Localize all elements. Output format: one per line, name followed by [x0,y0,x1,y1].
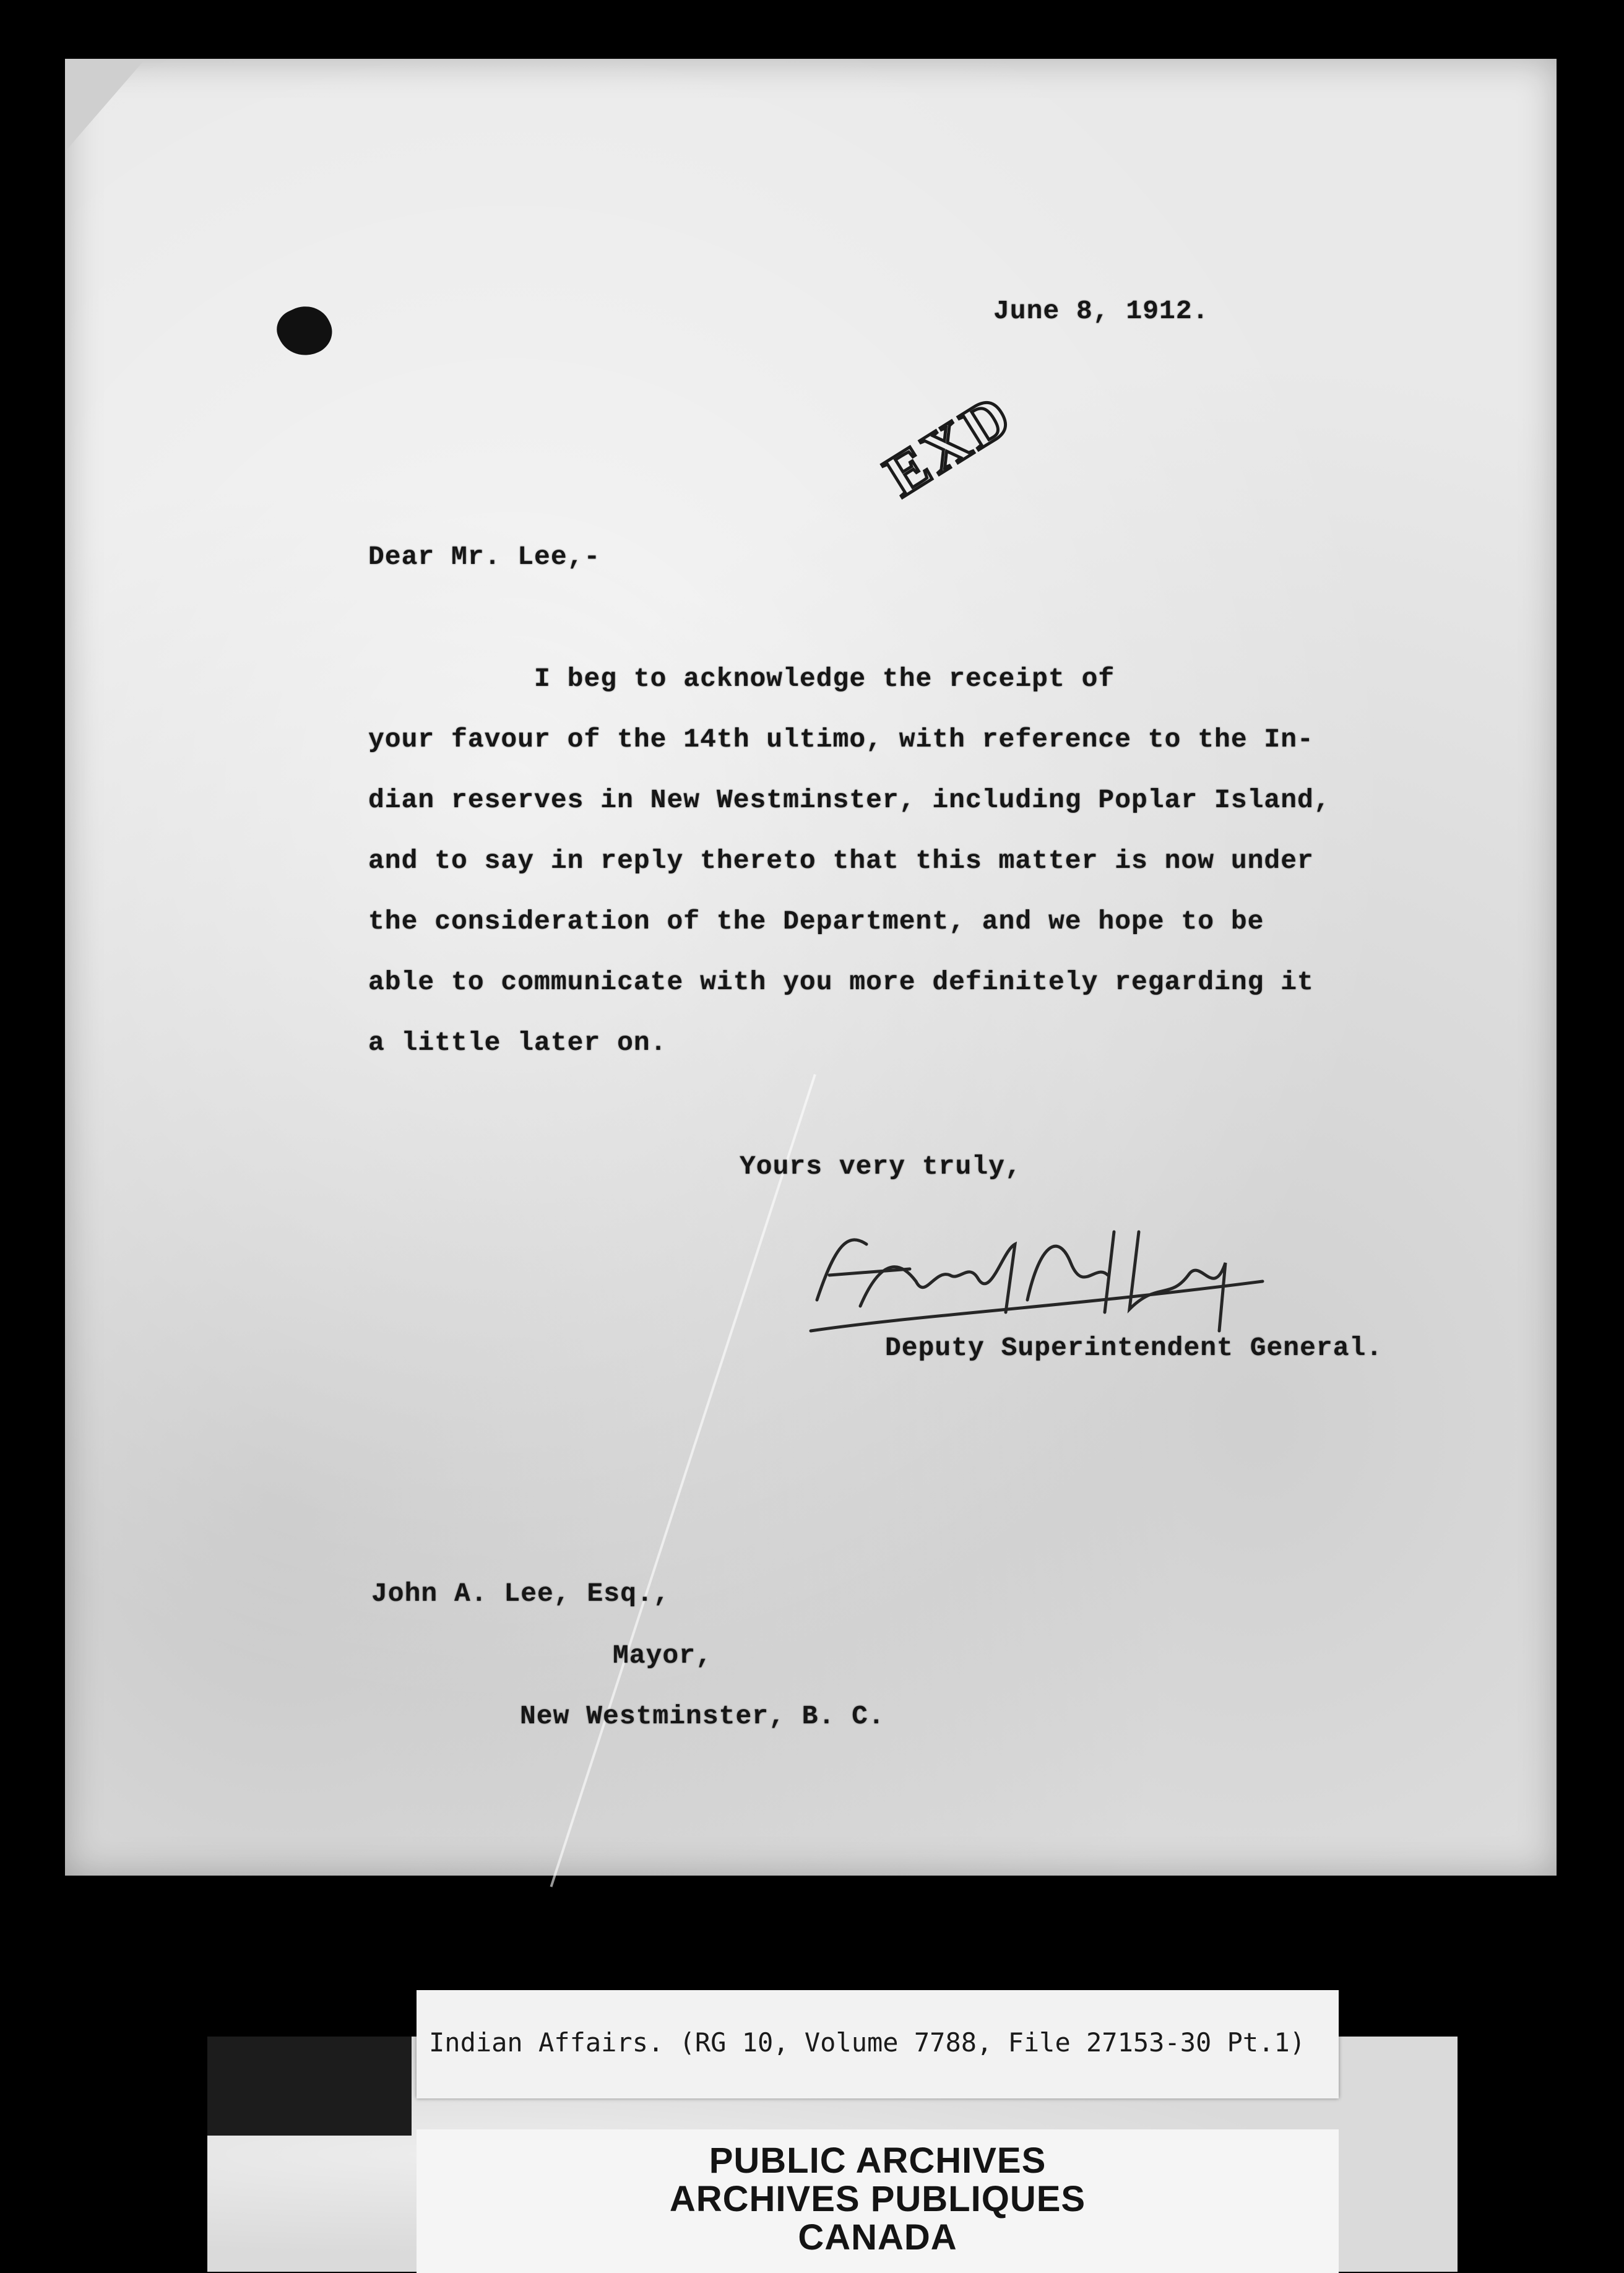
addressee-name: John A. Lee, Esq., [371,1578,670,1609]
body-line: the consideration of the Department, and we hope to be [368,906,1264,937]
addressee-place: New Westminster, B. C. [520,1701,885,1731]
exd-stamp: EXD [873,380,1024,509]
archives-line-3: CANADA [798,2217,957,2258]
archives-stamp-card [417,2129,1339,2273]
salutation: Dear Mr. Lee,- [368,542,601,572]
label-shadow [207,2037,412,2136]
closing: Yours very truly, [740,1151,1022,1182]
body-line: able to communicate with you more definitely regarding it [368,967,1314,997]
body-line: and to say in reply thereto that this matter is now under [368,846,1314,876]
signatory-title: Deputy Superintendent General. [885,1333,1383,1363]
punch-hole [270,298,339,365]
letter-date: June 8, 1912. [993,296,1209,326]
body-line: dian reserves in New Westminster, including Poplar Island, [368,785,1331,815]
body-line: a little later on. [368,1028,667,1058]
folded-corner [65,59,145,152]
addressee-position: Mayor, [613,1640,712,1671]
body-line: your favour of the 14th ultimo, with reference to the In- [368,724,1314,755]
paper-crease [550,1074,816,1887]
reference-card [417,1990,1339,2098]
archives-line-1: PUBLIC ARCHIVES [709,2141,1047,2181]
handwritten-signature [792,1207,1287,1349]
archive-reference: Indian Affairs. (RG 10, Volume 7788, File 27153-30 Pt.1) [429,2027,1306,2058]
archives-line-2: ARCHIVES PUBLIQUES [669,2179,1086,2219]
body-line: I beg to acknowledge the receipt of [368,664,1115,694]
